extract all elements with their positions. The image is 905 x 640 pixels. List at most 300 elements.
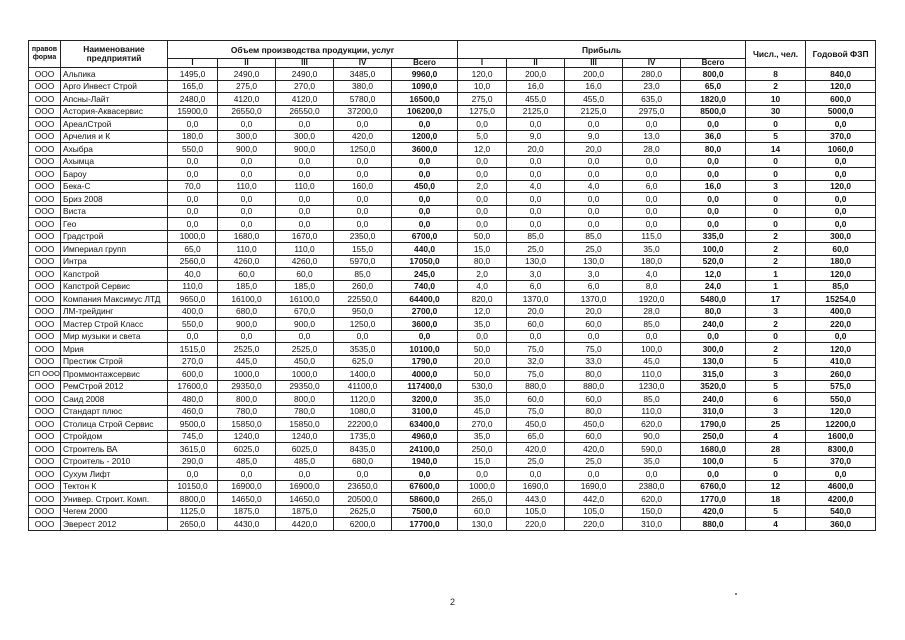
cell-staff-count: 2 <box>746 80 806 93</box>
cell-profit-total: 0,0 <box>681 468 746 481</box>
cell-legal-form: ООО <box>29 405 61 418</box>
cell-volume-q2: 4260,0 <box>218 255 276 268</box>
cell-profit-q2: 6,0 <box>507 280 565 293</box>
cell-legal-form: СП ООО <box>29 368 61 381</box>
cell-legal-form: ООО <box>29 455 61 468</box>
cell-profit-q4: 635,0 <box>623 93 681 106</box>
cell-volume-q2: 29350,0 <box>218 380 276 393</box>
cell-profit-total: 315,0 <box>681 368 746 381</box>
cell-profit-q4: 4,0 <box>623 268 681 281</box>
cell-profit-q4: 280,0 <box>623 68 681 81</box>
header-profit: Прибыль <box>458 41 746 59</box>
cell-volume-q1: 550,0 <box>168 143 218 156</box>
cell-volume-q4: 380,0 <box>334 80 392 93</box>
header-profit-q3: III <box>565 59 623 68</box>
cell-volume-q1: 745,0 <box>168 430 218 443</box>
cell-profit-q1: 820,0 <box>458 293 507 306</box>
cell-profit-q1: 270,0 <box>458 418 507 431</box>
cell-profit-q1: 530,0 <box>458 380 507 393</box>
cell-profit-q4: 0,0 <box>623 205 681 218</box>
cell-profit-q2: 60,0 <box>507 318 565 331</box>
cell-staff-count: 0 <box>746 155 806 168</box>
cell-company-name: Ахыбра <box>61 143 168 156</box>
cell-volume-q3: 16100,0 <box>276 293 334 306</box>
table-row <box>29 505 876 518</box>
cell-profit-q3: 16,0 <box>565 80 623 93</box>
cell-profit-q1: 60,0 <box>458 505 507 518</box>
cell-profit-q2: 85,0 <box>507 230 565 243</box>
cell-volume-total: 740,0 <box>392 280 458 293</box>
cell-profit-q3: 25,0 <box>565 243 623 256</box>
table-row <box>29 243 876 256</box>
cell-volume-total: 1200,0 <box>392 130 458 143</box>
cell-volume-total: 0,0 <box>392 193 458 206</box>
cell-company-name: РемСтрой 2012 <box>61 380 168 393</box>
cell-volume-q4: 0,0 <box>334 118 392 131</box>
cell-volume-q2: 4120,0 <box>218 93 276 106</box>
cell-profit-q4: 0,0 <box>623 118 681 131</box>
cell-staff-count: 17 <box>746 293 806 306</box>
cell-legal-form: ООО <box>29 330 61 343</box>
cell-profit-q3: 75,0 <box>565 343 623 356</box>
cell-profit-q2: 2125,0 <box>507 105 565 118</box>
cell-annual-payroll: 550,0 <box>806 393 876 406</box>
cell-company-name: АреалСтрой <box>61 118 168 131</box>
cell-company-name: Интра <box>61 255 168 268</box>
cell-profit-q3: 420,0 <box>565 443 623 456</box>
cell-volume-q1: 0,0 <box>168 168 218 181</box>
cell-legal-form: ООО <box>29 180 61 193</box>
cell-volume-total: 3200,0 <box>392 393 458 406</box>
cell-legal-form: ООО <box>29 393 61 406</box>
cell-profit-q3: 0,0 <box>565 118 623 131</box>
cell-profit-q1: 0,0 <box>458 168 507 181</box>
cell-volume-total: 10100,0 <box>392 343 458 356</box>
table-row <box>29 268 876 281</box>
cell-volume-q3: 800,0 <box>276 393 334 406</box>
cell-volume-q4: 20500,0 <box>334 493 392 506</box>
cell-volume-q4: 680,0 <box>334 455 392 468</box>
cell-legal-form: ООО <box>29 268 61 281</box>
cell-profit-q2: 1370,0 <box>507 293 565 306</box>
table-row <box>29 255 876 268</box>
cell-volume-q2: 4430,0 <box>218 518 276 531</box>
cell-profit-total: 8500,0 <box>681 105 746 118</box>
cell-volume-q3: 1875,0 <box>276 505 334 518</box>
cell-volume-q1: 1495,0 <box>168 68 218 81</box>
cell-staff-count: 3 <box>746 405 806 418</box>
cell-company-name: Мрия <box>61 343 168 356</box>
cell-volume-q2: 300,0 <box>218 130 276 143</box>
cell-profit-total: 130,0 <box>681 355 746 368</box>
cell-volume-total: 450,0 <box>392 180 458 193</box>
cell-volume-q4: 22200,0 <box>334 418 392 431</box>
cell-annual-payroll: 0,0 <box>806 330 876 343</box>
cell-profit-q4: 6,0 <box>623 180 681 193</box>
cell-profit-total: 310,0 <box>681 405 746 418</box>
cell-profit-total: 300,0 <box>681 343 746 356</box>
cell-volume-q1: 8800,0 <box>168 493 218 506</box>
cell-profit-q3: 33,0 <box>565 355 623 368</box>
cell-company-name: Саид 2008 <box>61 393 168 406</box>
header-volume-q2: II <box>218 59 276 68</box>
cell-volume-q3: 26550,0 <box>276 105 334 118</box>
cell-volume-total: 106200,0 <box>392 105 458 118</box>
cell-volume-total: 16500,0 <box>392 93 458 106</box>
cell-volume-q3: 1240,0 <box>276 430 334 443</box>
cell-company-name: Бриз 2008 <box>61 193 168 206</box>
cell-profit-q1: 15,0 <box>458 455 507 468</box>
cell-legal-form: ООО <box>29 318 61 331</box>
cell-profit-q4: 620,0 <box>623 493 681 506</box>
cell-profit-q4: 0,0 <box>623 193 681 206</box>
cell-volume-total: 3600,0 <box>392 143 458 156</box>
cell-profit-q2: 105,0 <box>507 505 565 518</box>
cell-company-name: Универ. Строит. Комп. <box>61 493 168 506</box>
cell-volume-q2: 0,0 <box>218 205 276 218</box>
cell-legal-form: ООО <box>29 230 61 243</box>
cell-staff-count: 5 <box>746 355 806 368</box>
table-row <box>29 180 876 193</box>
cell-staff-count: 2 <box>746 230 806 243</box>
cell-volume-q3: 185,0 <box>276 280 334 293</box>
table-row <box>29 393 876 406</box>
cell-annual-payroll: 8300,0 <box>806 443 876 456</box>
cell-volume-q3: 450,0 <box>276 355 334 368</box>
cell-staff-count: 4 <box>746 518 806 531</box>
table-row <box>29 518 876 531</box>
cell-profit-q1: 50,0 <box>458 343 507 356</box>
cell-company-name: Чегем 2000 <box>61 505 168 518</box>
cell-volume-total: 63400,0 <box>392 418 458 431</box>
cell-company-name: Столица Строй Сервис <box>61 418 168 431</box>
cell-volume-q3: 16900,0 <box>276 480 334 493</box>
cell-annual-payroll: 260,0 <box>806 368 876 381</box>
cell-profit-q2: 0,0 <box>507 330 565 343</box>
cell-volume-q3: 900,0 <box>276 143 334 156</box>
cell-volume-total: 64400,0 <box>392 293 458 306</box>
cell-profit-total: 520,0 <box>681 255 746 268</box>
cell-profit-q4: 90,0 <box>623 430 681 443</box>
cell-volume-q4: 1735,0 <box>334 430 392 443</box>
cell-volume-q3: 0,0 <box>276 330 334 343</box>
cell-annual-payroll: 4200,0 <box>806 493 876 506</box>
cell-staff-count: 18 <box>746 493 806 506</box>
cell-volume-total: 24100,0 <box>392 443 458 456</box>
header-profit-q2: II <box>507 59 565 68</box>
cell-annual-payroll: 1600,0 <box>806 430 876 443</box>
cell-legal-form: ООО <box>29 355 61 368</box>
cell-profit-q3: 0,0 <box>565 330 623 343</box>
cell-volume-total: 440,0 <box>392 243 458 256</box>
cell-volume-q2: 1875,0 <box>218 505 276 518</box>
cell-annual-payroll: 300,0 <box>806 230 876 243</box>
cell-company-name: Арчелия и К <box>61 130 168 143</box>
table-body <box>29 68 876 531</box>
cell-annual-payroll: 400,0 <box>806 305 876 318</box>
cell-volume-q2: 0,0 <box>218 330 276 343</box>
cell-company-name: Строитель - 2010 <box>61 455 168 468</box>
cell-profit-total: 100,0 <box>681 243 746 256</box>
cell-profit-q1: 2,0 <box>458 180 507 193</box>
cell-profit-total: 80,0 <box>681 305 746 318</box>
cell-volume-q3: 4120,0 <box>276 93 334 106</box>
cell-volume-q3: 110,0 <box>276 180 334 193</box>
cell-volume-q3: 4420,0 <box>276 518 334 531</box>
cell-legal-form: ООО <box>29 218 61 231</box>
cell-volume-q3: 270,0 <box>276 80 334 93</box>
cell-volume-q3: 670,0 <box>276 305 334 318</box>
cell-volume-total: 3600,0 <box>392 318 458 331</box>
cell-volume-q4: 37200,0 <box>334 105 392 118</box>
cell-profit-q1: 35,0 <box>458 318 507 331</box>
cell-annual-payroll: 120,0 <box>806 405 876 418</box>
cell-profit-q1: 2,0 <box>458 268 507 281</box>
cell-profit-total: 5480,0 <box>681 293 746 306</box>
cell-company-name: Альпика <box>61 68 168 81</box>
cell-profit-total: 6760,0 <box>681 480 746 493</box>
cell-profit-q4: 35,0 <box>623 455 681 468</box>
cell-profit-total: 12,0 <box>681 268 746 281</box>
cell-volume-q2: 16100,0 <box>218 293 276 306</box>
page-number: 2 <box>449 597 455 607</box>
header-profit-total: Всего <box>681 59 746 68</box>
cell-profit-q2: 32,0 <box>507 355 565 368</box>
cell-company-name: Престиж Строй <box>61 355 168 368</box>
cell-annual-payroll: 600,0 <box>806 93 876 106</box>
cell-profit-q4: 620,0 <box>623 418 681 431</box>
cell-legal-form: ООО <box>29 93 61 106</box>
cell-volume-q2: 780,0 <box>218 405 276 418</box>
cell-company-name: Проммонтажсервис <box>61 368 168 381</box>
cell-volume-q2: 14650,0 <box>218 493 276 506</box>
cell-profit-q2: 25,0 <box>507 243 565 256</box>
cell-volume-q2: 1000,0 <box>218 368 276 381</box>
table-row <box>29 130 876 143</box>
cell-profit-q3: 4,0 <box>565 180 623 193</box>
cell-staff-count: 2 <box>746 255 806 268</box>
scan-dot <box>735 593 737 595</box>
cell-volume-q1: 70,0 <box>168 180 218 193</box>
cell-staff-count: 1 <box>746 280 806 293</box>
cell-profit-q3: 9,0 <box>565 130 623 143</box>
cell-volume-q2: 185,0 <box>218 280 276 293</box>
cell-staff-count: 5 <box>746 130 806 143</box>
cell-volume-q1: 460,0 <box>168 405 218 418</box>
cell-legal-form: ООО <box>29 468 61 481</box>
cell-volume-total: 67600,0 <box>392 480 458 493</box>
cell-annual-payroll: 360,0 <box>806 518 876 531</box>
cell-profit-q3: 1370,0 <box>565 293 623 306</box>
cell-profit-q1: 35,0 <box>458 430 507 443</box>
cell-staff-count: 10 <box>746 93 806 106</box>
table-row <box>29 118 876 131</box>
cell-profit-q3: 25,0 <box>565 455 623 468</box>
cell-staff-count: 5 <box>746 455 806 468</box>
table-row <box>29 480 876 493</box>
cell-profit-q4: 0,0 <box>623 168 681 181</box>
report-sheet <box>28 40 876 531</box>
cell-staff-count: 5 <box>746 505 806 518</box>
cell-volume-total: 1090,0 <box>392 80 458 93</box>
cell-profit-q2: 220,0 <box>507 518 565 531</box>
cell-volume-total: 0,0 <box>392 168 458 181</box>
cell-profit-q2: 443,0 <box>507 493 565 506</box>
cell-profit-q4: 28,0 <box>623 305 681 318</box>
table-row <box>29 380 876 393</box>
cell-profit-q1: 120,0 <box>458 68 507 81</box>
header-volume-total: Всего <box>392 59 458 68</box>
cell-profit-q3: 0,0 <box>565 468 623 481</box>
cell-legal-form: ООО <box>29 243 61 256</box>
cell-staff-count: 2 <box>746 343 806 356</box>
table-row <box>29 368 876 381</box>
cell-volume-total: 0,0 <box>392 155 458 168</box>
cell-annual-payroll: 120,0 <box>806 343 876 356</box>
cell-volume-q4: 0,0 <box>334 468 392 481</box>
table-row <box>29 418 876 431</box>
cell-profit-q1: 35,0 <box>458 393 507 406</box>
cell-profit-q4: 590,0 <box>623 443 681 456</box>
table-row <box>29 455 876 468</box>
cell-profit-total: 0,0 <box>681 218 746 231</box>
cell-legal-form: ООО <box>29 193 61 206</box>
cell-legal-form: ООО <box>29 430 61 443</box>
cell-volume-q1: 2650,0 <box>168 518 218 531</box>
cell-company-name: Стандарт плюс <box>61 405 168 418</box>
cell-profit-q2: 75,0 <box>507 343 565 356</box>
cell-company-name: Ахымца <box>61 155 168 168</box>
cell-profit-q2: 0,0 <box>507 218 565 231</box>
cell-profit-total: 240,0 <box>681 393 746 406</box>
cell-profit-q3: 0,0 <box>565 205 623 218</box>
cell-profit-q2: 0,0 <box>507 168 565 181</box>
cell-profit-q1: 0,0 <box>458 330 507 343</box>
cell-profit-q1: 50,0 <box>458 368 507 381</box>
cell-volume-q3: 29350,0 <box>276 380 334 393</box>
cell-staff-count: 6 <box>746 393 806 406</box>
cell-volume-q4: 6200,0 <box>334 518 392 531</box>
cell-company-name: Бароу <box>61 168 168 181</box>
cell-annual-payroll: 15254,0 <box>806 293 876 306</box>
cell-profit-total: 3520,0 <box>681 380 746 393</box>
cell-volume-q3: 0,0 <box>276 168 334 181</box>
cell-volume-q3: 14650,0 <box>276 493 334 506</box>
cell-annual-payroll: 575,0 <box>806 380 876 393</box>
cell-volume-total: 17050,0 <box>392 255 458 268</box>
cell-profit-total: 1770,0 <box>681 493 746 506</box>
cell-volume-q2: 0,0 <box>218 168 276 181</box>
cell-profit-q3: 450,0 <box>565 418 623 431</box>
cell-annual-payroll: 0,0 <box>806 205 876 218</box>
cell-staff-count: 5 <box>746 380 806 393</box>
cell-volume-q4: 1250,0 <box>334 143 392 156</box>
cell-volume-q1: 400,0 <box>168 305 218 318</box>
cell-profit-q1: 12,0 <box>458 143 507 156</box>
cell-volume-total: 4960,0 <box>392 430 458 443</box>
cell-profit-total: 800,0 <box>681 68 746 81</box>
table-row <box>29 443 876 456</box>
cell-volume-q4: 5780,0 <box>334 93 392 106</box>
cell-volume-q4: 22550,0 <box>334 293 392 306</box>
cell-annual-payroll: 0,0 <box>806 218 876 231</box>
cell-volume-total: 58600,0 <box>392 493 458 506</box>
table-row <box>29 155 876 168</box>
cell-volume-q1: 480,0 <box>168 393 218 406</box>
cell-profit-q4: 85,0 <box>623 393 681 406</box>
cell-profit-q1: 50,0 <box>458 230 507 243</box>
cell-volume-q2: 900,0 <box>218 318 276 331</box>
cell-company-name: Капстрой Сервис <box>61 280 168 293</box>
cell-staff-count: 30 <box>746 105 806 118</box>
cell-profit-total: 24,0 <box>681 280 746 293</box>
cell-volume-q3: 0,0 <box>276 118 334 131</box>
table-row <box>29 143 876 156</box>
cell-profit-q3: 20,0 <box>565 143 623 156</box>
cell-volume-q3: 0,0 <box>276 155 334 168</box>
cell-profit-q2: 25,0 <box>507 455 565 468</box>
cell-profit-q4: 45,0 <box>623 355 681 368</box>
cell-volume-q4: 0,0 <box>334 330 392 343</box>
cell-annual-payroll: 0,0 <box>806 155 876 168</box>
cell-staff-count: 0 <box>746 218 806 231</box>
cell-volume-q4: 2350,0 <box>334 230 392 243</box>
table-row <box>29 493 876 506</box>
cell-volume-total: 0,0 <box>392 118 458 131</box>
cell-volume-q1: 1125,0 <box>168 505 218 518</box>
cell-volume-q2: 275,0 <box>218 80 276 93</box>
cell-volume-q3: 780,0 <box>276 405 334 418</box>
cell-volume-q3: 0,0 <box>276 468 334 481</box>
cell-staff-count: 3 <box>746 368 806 381</box>
cell-volume-total: 7500,0 <box>392 505 458 518</box>
cell-company-name: Мастер Строй Класс <box>61 318 168 331</box>
cell-profit-q2: 455,0 <box>507 93 565 106</box>
cell-volume-q3: 6025,0 <box>276 443 334 456</box>
cell-volume-q1: 1000,0 <box>168 230 218 243</box>
cell-volume-q3: 2490,0 <box>276 68 334 81</box>
cell-volume-q3: 110,0 <box>276 243 334 256</box>
header-legal-form: правов форма <box>29 41 61 68</box>
cell-volume-q1: 9500,0 <box>168 418 218 431</box>
cell-profit-total: 100,0 <box>681 455 746 468</box>
table-row <box>29 343 876 356</box>
cell-staff-count: 0 <box>746 193 806 206</box>
cell-profit-q2: 65,0 <box>507 430 565 443</box>
table-row <box>29 80 876 93</box>
cell-volume-q4: 1400,0 <box>334 368 392 381</box>
cell-annual-payroll: 0,0 <box>806 468 876 481</box>
cell-profit-q2: 16,0 <box>507 80 565 93</box>
cell-profit-q3: 1690,0 <box>565 480 623 493</box>
cell-profit-q3: 20,0 <box>565 305 623 318</box>
cell-annual-payroll: 370,0 <box>806 130 876 143</box>
cell-volume-total: 1790,0 <box>392 355 458 368</box>
cell-annual-payroll: 120,0 <box>806 268 876 281</box>
cell-profit-q1: 0,0 <box>458 155 507 168</box>
cell-volume-q2: 15850,0 <box>218 418 276 431</box>
cell-volume-q1: 65,0 <box>168 243 218 256</box>
cell-staff-count: 2 <box>746 318 806 331</box>
cell-volume-total: 4000,0 <box>392 368 458 381</box>
cell-volume-q4: 0,0 <box>334 193 392 206</box>
cell-company-name: Стройдом <box>61 430 168 443</box>
cell-legal-form: ООО <box>29 280 61 293</box>
cell-profit-q3: 3,0 <box>565 268 623 281</box>
cell-company-name: Мир музыки и света <box>61 330 168 343</box>
cell-volume-q4: 3485,0 <box>334 68 392 81</box>
cell-volume-q2: 680,0 <box>218 305 276 318</box>
